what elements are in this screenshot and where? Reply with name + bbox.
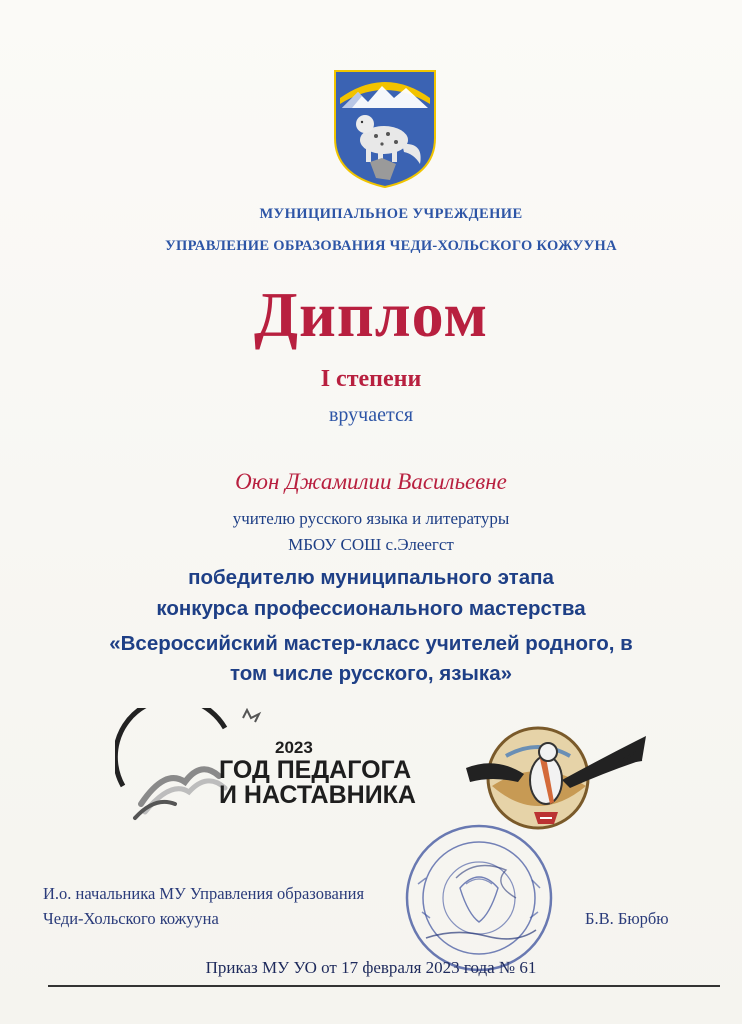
diploma-degree: I степени xyxy=(320,366,422,392)
logo-year-text: 2023 xyxy=(275,738,313,757)
order-reference: Приказ МУ УО от 17 февраля 2023 года № 61 xyxy=(205,958,537,977)
year-of-teacher-logo xyxy=(115,708,455,828)
signatory-role-line-1: И.о. начальника МУ Управления образования xyxy=(43,884,365,903)
logo-line-1: ГОД ПЕДАГОГА xyxy=(219,756,412,784)
bird-emblem xyxy=(466,716,646,834)
achievement-line-2: конкурса профессионального мастерства xyxy=(156,597,586,620)
recipient-position: учителю русского языка и литературы xyxy=(232,509,510,528)
signatory-role-line-2: Чеди-Хольского кожууна xyxy=(43,909,219,928)
achievement-line-4: том числе русского, языка» xyxy=(230,662,512,685)
organization-line-2: УПРАВЛЕНИЕ ОБРАЗОВАНИЯ ЧЕДИ-ХОЛЬСКОГО КОЖУУНА xyxy=(165,238,617,254)
coat-of-arms-emblem xyxy=(332,68,438,190)
diploma-title: Диплом xyxy=(253,279,489,350)
logo-line-2: И НАСТАВНИКА xyxy=(219,781,416,809)
footer-divider xyxy=(48,985,720,987)
recipient-school: МБОУ СОШ с.Элеегст xyxy=(288,535,454,554)
achievement-line-3: «Всероссийский мастер-класс учителей родного, в xyxy=(109,632,633,655)
recipient-name: Оюн Джамилии Васильевне xyxy=(235,469,507,494)
achievement-line-1: победителю муниципального этапа xyxy=(188,566,554,589)
organization-line-1: МУНИЦИПАЛЬНОЕ УЧРЕЖДЕНИЕ xyxy=(259,206,523,222)
official-stamp xyxy=(396,818,562,978)
awarded-text: вручается xyxy=(328,404,414,426)
signatory-name: Б.В. Бюрбю xyxy=(585,909,669,928)
